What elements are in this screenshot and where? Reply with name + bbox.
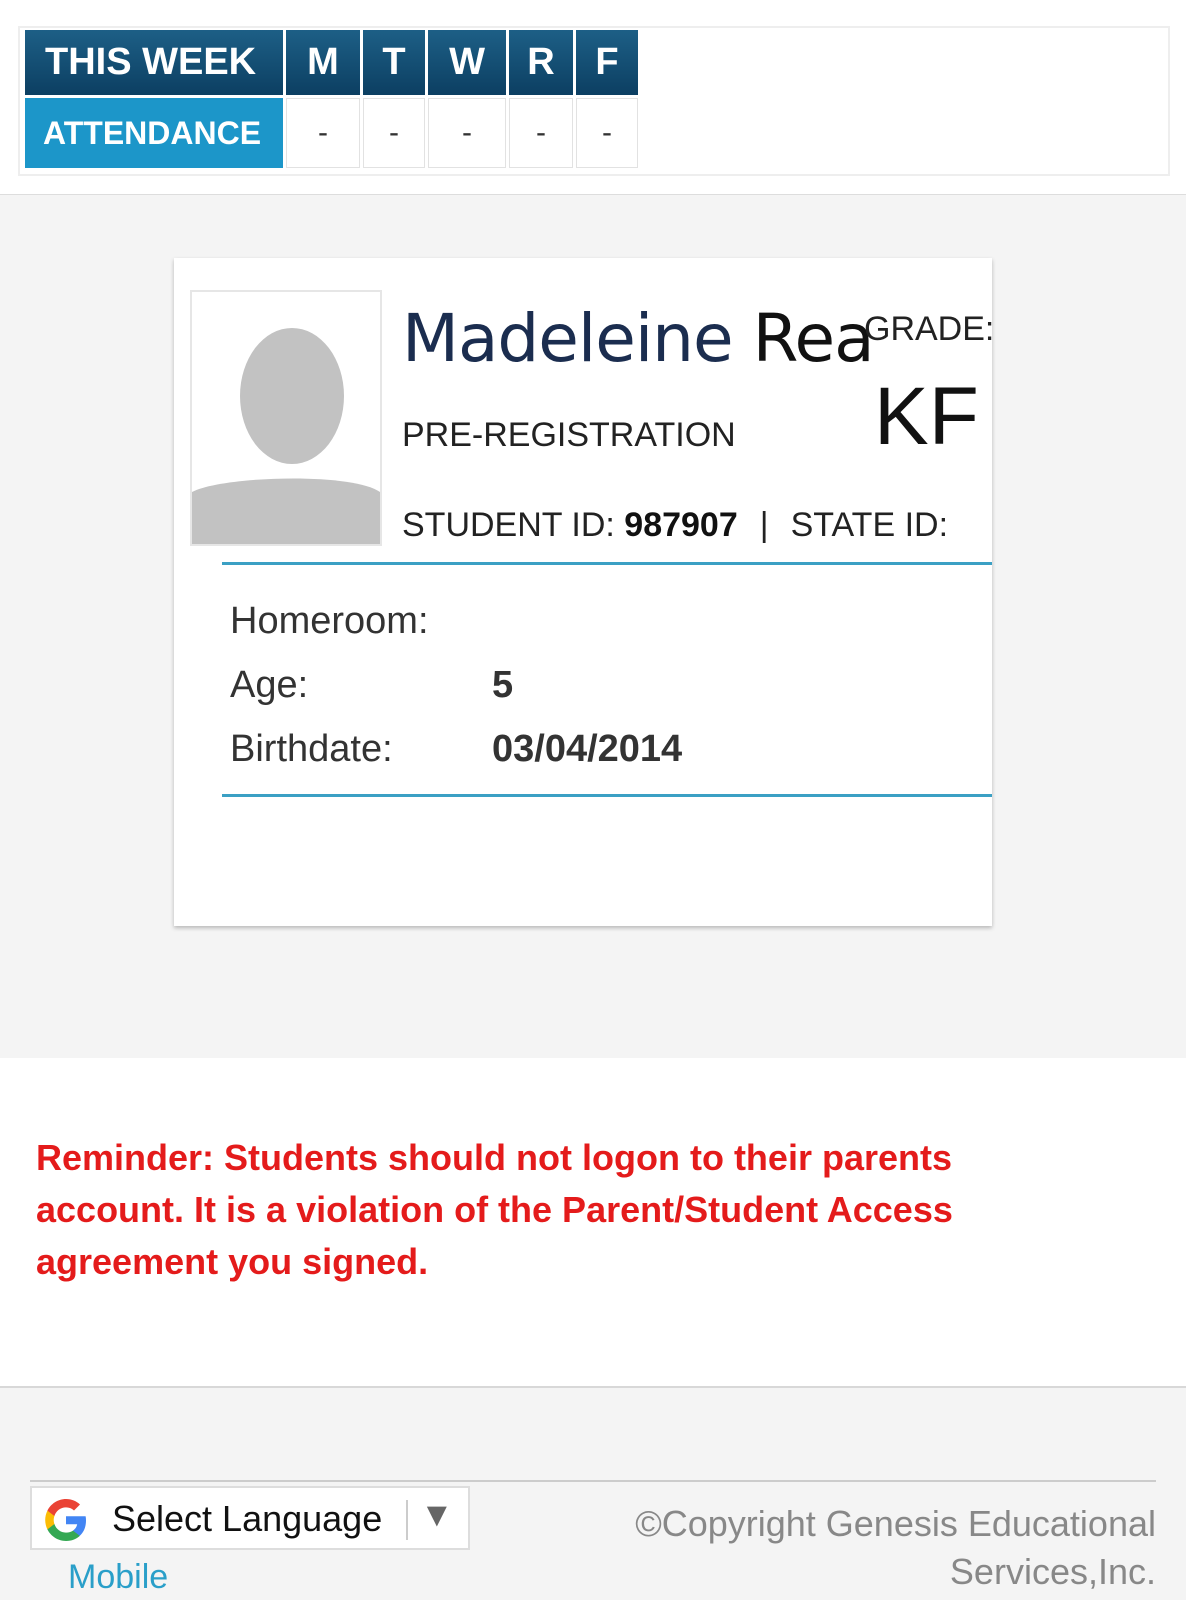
divider-bottom [222, 794, 992, 797]
attendance-value-r: - [509, 98, 573, 168]
chevron-down-icon[interactable]: ▼ [420, 1496, 454, 1534]
copyright-text: ©Copyright Genesis Educational Services,Inc. [635, 1503, 1156, 1592]
attendance-value-m: - [286, 98, 360, 168]
divider-top [222, 562, 992, 565]
mobile-link[interactable]: Mobile [68, 1558, 169, 1596]
student-card [174, 258, 995, 926]
select-language-label: Select Language [112, 1498, 383, 1539]
grade-label: GRADE: [864, 310, 995, 348]
reminder-text: Reminder: Students should not logon to their parents account. It is a violation of the Parent/Student Access agreement you signed. [36, 1137, 953, 1282]
this-week-label: THIS WEEK [25, 30, 283, 98]
student-id-value: 987907 [624, 506, 738, 544]
attendance-value-t: - [363, 98, 425, 168]
homeroom-label: Homeroom: [230, 600, 429, 642]
language-select[interactable] [30, 1486, 470, 1550]
enrollment-status: PRE-REGISTRATION [402, 416, 736, 454]
student-first-name: Madeleine [402, 300, 733, 377]
day-header-t: T [363, 30, 425, 98]
attendance-row [25, 98, 638, 168]
id-line [402, 506, 948, 545]
age-value: 5 [492, 664, 514, 706]
attendance-value-f: - [576, 98, 638, 168]
attendance-value-w: - [428, 98, 506, 168]
attendance-header-row [25, 30, 638, 98]
google-logo-icon [40, 1494, 92, 1546]
reminder-panel [0, 1058, 1186, 1388]
birthdate-label: Birthdate: [230, 728, 393, 770]
day-header-f: F [576, 30, 638, 98]
footer-divider [30, 1480, 1156, 1482]
attendance-label[interactable]: ATTENDANCE [25, 98, 283, 168]
id-separator: | [759, 506, 769, 544]
day-header-w: W [428, 30, 506, 98]
birthdate-value: 03/04/2014 [492, 728, 683, 770]
grade-value: KF [874, 371, 979, 462]
student-last-name: Rea [752, 300, 874, 377]
avatar-placeholder-icon[interactable] [190, 290, 382, 546]
attendance-table [22, 30, 641, 168]
state-id-label: STATE ID: [790, 506, 949, 544]
dropdown-divider [406, 1500, 408, 1540]
attendance-panel [0, 0, 1186, 195]
student-id-label: STUDENT ID: [402, 506, 615, 544]
student-name [402, 300, 874, 377]
age-label: Age: [230, 664, 309, 706]
day-header-m: M [286, 30, 360, 98]
day-header-r: R [509, 30, 573, 98]
